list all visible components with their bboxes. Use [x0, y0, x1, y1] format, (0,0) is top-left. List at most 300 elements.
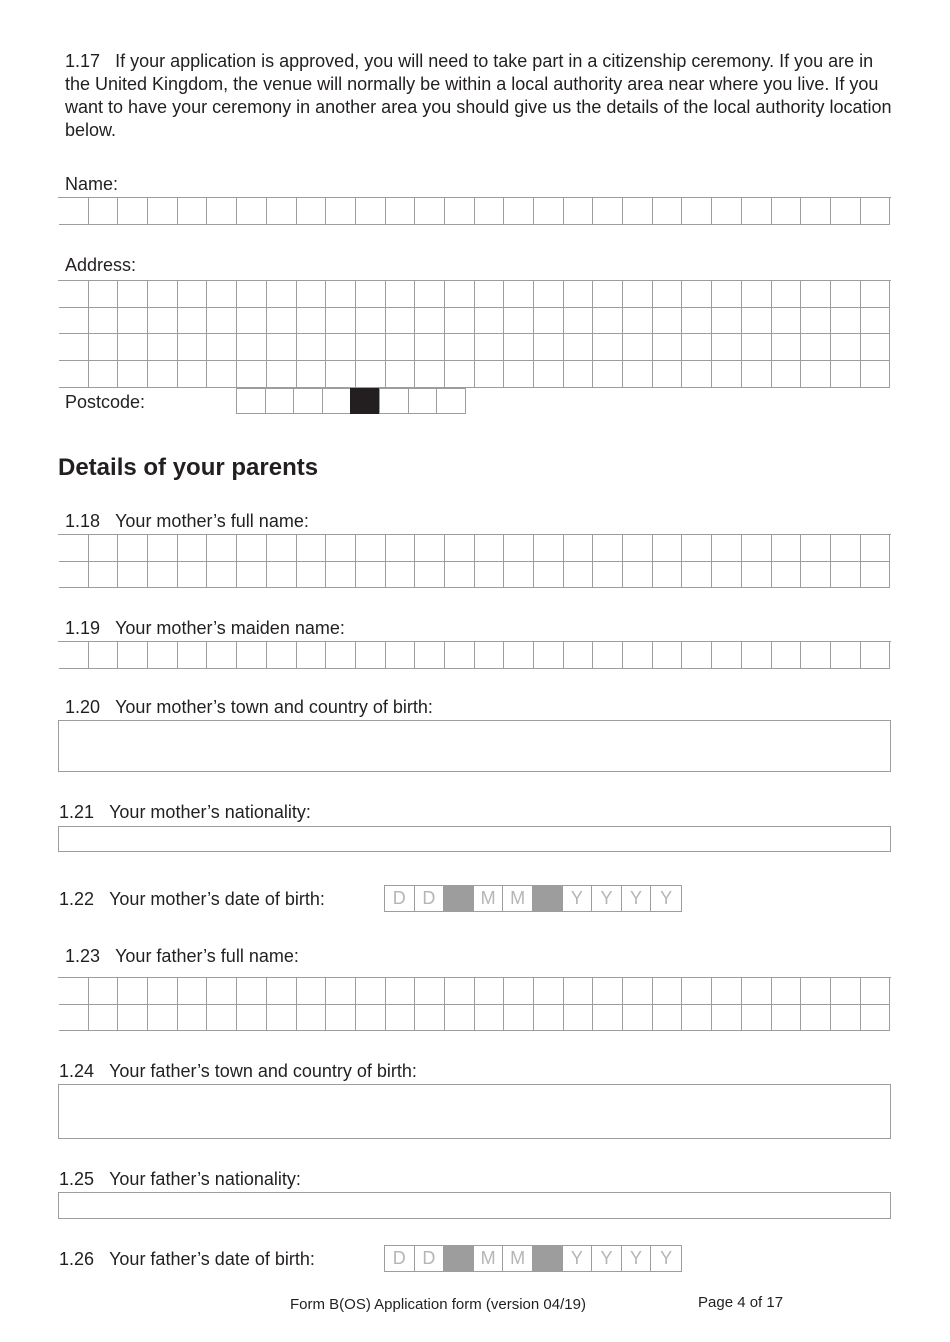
- letter-box[interactable]: [356, 361, 386, 388]
- letter-box[interactable]: [742, 198, 772, 225]
- letter-box[interactable]: [801, 978, 831, 1005]
- letter-box[interactable]: [207, 562, 237, 589]
- letter-box[interactable]: [831, 361, 861, 388]
- letter-box[interactable]: [801, 334, 831, 361]
- letter-box[interactable]: [772, 978, 802, 1005]
- letter-box[interactable]: [386, 562, 416, 589]
- letter-box[interactable]: [772, 198, 802, 225]
- letter-box[interactable]: [861, 198, 891, 225]
- letter-box[interactable]: [593, 1005, 623, 1032]
- letter-box[interactable]: [801, 562, 831, 589]
- letter-box[interactable]: [801, 281, 831, 308]
- letter-box[interactable]: [89, 198, 119, 225]
- letter-box[interactable]: [356, 1005, 386, 1032]
- postcode-box[interactable]: [322, 388, 352, 414]
- letter-box[interactable]: [237, 281, 267, 308]
- letter-box[interactable]: [593, 642, 623, 669]
- letter-box[interactable]: [445, 535, 475, 562]
- ceremony-address-boxes[interactable]: [58, 280, 891, 281]
- letter-box[interactable]: [297, 308, 327, 335]
- letter-box[interactable]: [712, 562, 742, 589]
- letter-box[interactable]: [831, 281, 861, 308]
- letter-box[interactable]: [682, 535, 712, 562]
- letter-box[interactable]: [148, 281, 178, 308]
- letter-box[interactable]: [326, 308, 356, 335]
- letter-box[interactable]: [326, 361, 356, 388]
- letter-box[interactable]: [415, 562, 445, 589]
- letter-box[interactable]: [534, 978, 564, 1005]
- letter-box[interactable]: [831, 1005, 861, 1032]
- letter-box[interactable]: [297, 1005, 327, 1032]
- letter-box[interactable]: [118, 642, 148, 669]
- letter-box[interactable]: [207, 281, 237, 308]
- letter-box[interactable]: [237, 642, 267, 669]
- letter-box[interactable]: [534, 361, 564, 388]
- letter-box[interactable]: [237, 1005, 267, 1032]
- letter-box[interactable]: [682, 198, 712, 225]
- letter-box[interactable]: [386, 334, 416, 361]
- letter-box[interactable]: [356, 308, 386, 335]
- date-digit-box[interactable]: D: [385, 1246, 415, 1271]
- father-nationality-field[interactable]: [58, 1192, 891, 1219]
- letter-box[interactable]: [237, 978, 267, 1005]
- letter-box[interactable]: [415, 642, 445, 669]
- letter-box[interactable]: [593, 198, 623, 225]
- letter-box[interactable]: [445, 281, 475, 308]
- letter-box[interactable]: [772, 1005, 802, 1032]
- letter-box[interactable]: [861, 562, 891, 589]
- letter-box[interactable]: [742, 562, 772, 589]
- letter-box[interactable]: [475, 535, 505, 562]
- letter-box[interactable]: [712, 308, 742, 335]
- letter-box[interactable]: [89, 562, 119, 589]
- letter-box[interactable]: [297, 978, 327, 1005]
- letter-box[interactable]: [831, 642, 861, 669]
- letter-box[interactable]: [89, 642, 119, 669]
- letter-box[interactable]: [861, 1005, 891, 1032]
- letter-box[interactable]: [534, 308, 564, 335]
- letter-box[interactable]: [831, 334, 861, 361]
- letter-box[interactable]: [801, 308, 831, 335]
- letter-box[interactable]: [207, 361, 237, 388]
- letter-box[interactable]: [297, 361, 327, 388]
- letter-box[interactable]: [207, 198, 237, 225]
- letter-box[interactable]: [267, 642, 297, 669]
- letter-box[interactable]: [178, 642, 208, 669]
- letter-box[interactable]: [712, 535, 742, 562]
- letter-box[interactable]: [564, 1005, 594, 1032]
- letter-box[interactable]: [623, 1005, 653, 1032]
- letter-box[interactable]: [653, 281, 683, 308]
- letter-box[interactable]: [831, 562, 861, 589]
- letter-box[interactable]: [593, 334, 623, 361]
- letter-box[interactable]: [148, 334, 178, 361]
- letter-box[interactable]: [237, 308, 267, 335]
- letter-box[interactable]: [267, 281, 297, 308]
- letter-box[interactable]: [682, 334, 712, 361]
- letter-box[interactable]: [831, 978, 861, 1005]
- letter-box[interactable]: [801, 535, 831, 562]
- letter-box[interactable]: [445, 642, 475, 669]
- letter-box[interactable]: [356, 198, 386, 225]
- letter-box[interactable]: [267, 535, 297, 562]
- letter-box[interactable]: [297, 281, 327, 308]
- letter-box[interactable]: [861, 334, 891, 361]
- letter-box[interactable]: [386, 535, 416, 562]
- letter-box[interactable]: [475, 308, 505, 335]
- letter-box[interactable]: [356, 281, 386, 308]
- letter-box[interactable]: [178, 978, 208, 1005]
- letter-box[interactable]: [267, 562, 297, 589]
- letter-box[interactable]: [386, 1005, 416, 1032]
- letter-box[interactable]: [623, 562, 653, 589]
- letter-box[interactable]: [178, 361, 208, 388]
- letter-box[interactable]: [118, 535, 148, 562]
- letter-box[interactable]: [178, 535, 208, 562]
- letter-box[interactable]: [564, 334, 594, 361]
- letter-box[interactable]: [742, 1005, 772, 1032]
- letter-box[interactable]: [207, 978, 237, 1005]
- letter-box[interactable]: [415, 1005, 445, 1032]
- letter-box[interactable]: [356, 334, 386, 361]
- letter-box[interactable]: [653, 642, 683, 669]
- letter-box[interactable]: [801, 642, 831, 669]
- letter-box[interactable]: [148, 1005, 178, 1032]
- letter-box[interactable]: [297, 562, 327, 589]
- letter-box[interactable]: [386, 642, 416, 669]
- letter-box[interactable]: [207, 308, 237, 335]
- letter-box[interactable]: [593, 562, 623, 589]
- letter-box[interactable]: [267, 198, 297, 225]
- letter-box[interactable]: [445, 1005, 475, 1032]
- letter-box[interactable]: [682, 361, 712, 388]
- letter-box[interactable]: [207, 1005, 237, 1032]
- letter-box[interactable]: [534, 198, 564, 225]
- letter-box[interactable]: [653, 1005, 683, 1032]
- ceremony-name-boxes[interactable]: [58, 197, 891, 198]
- date-digit-box[interactable]: M: [474, 1246, 504, 1271]
- father-birthplace-field[interactable]: [58, 1084, 891, 1139]
- date-digit-box[interactable]: M: [474, 886, 504, 911]
- letter-box[interactable]: [148, 535, 178, 562]
- letter-box[interactable]: [593, 978, 623, 1005]
- letter-box[interactable]: [861, 361, 891, 388]
- letter-box[interactable]: [415, 198, 445, 225]
- letter-box[interactable]: [386, 198, 416, 225]
- letter-box[interactable]: [326, 281, 356, 308]
- letter-box[interactable]: [415, 978, 445, 1005]
- letter-box[interactable]: [653, 198, 683, 225]
- letter-box[interactable]: [386, 281, 416, 308]
- date-digit-box[interactable]: Y: [660, 888, 673, 908]
- letter-box[interactable]: [712, 978, 742, 1005]
- letter-box[interactable]: [59, 562, 89, 589]
- letter-box[interactable]: [564, 978, 594, 1005]
- letter-box[interactable]: [742, 308, 772, 335]
- letter-box[interactable]: [445, 308, 475, 335]
- letter-box[interactable]: [801, 198, 831, 225]
- letter-box[interactable]: [742, 978, 772, 1005]
- date-digit-box[interactable]: Y: [592, 886, 622, 911]
- letter-box[interactable]: [475, 642, 505, 669]
- letter-box[interactable]: [89, 361, 119, 388]
- letter-box[interactable]: [148, 562, 178, 589]
- letter-box[interactable]: [682, 308, 712, 335]
- letter-box[interactable]: [623, 978, 653, 1005]
- letter-box[interactable]: [356, 535, 386, 562]
- letter-box[interactable]: [148, 978, 178, 1005]
- letter-box[interactable]: [415, 308, 445, 335]
- letter-box[interactable]: [682, 281, 712, 308]
- letter-box[interactable]: [861, 281, 891, 308]
- letter-box[interactable]: [623, 334, 653, 361]
- letter-box[interactable]: [148, 198, 178, 225]
- letter-box[interactable]: [148, 308, 178, 335]
- letter-box[interactable]: [504, 334, 534, 361]
- letter-box[interactable]: [682, 1005, 712, 1032]
- letter-box[interactable]: [504, 1005, 534, 1032]
- letter-box[interactable]: [475, 1005, 505, 1032]
- letter-box[interactable]: [118, 198, 148, 225]
- letter-box[interactable]: [59, 198, 89, 225]
- mother-nationality-field[interactable]: [58, 826, 891, 852]
- letter-box[interactable]: [504, 642, 534, 669]
- letter-box[interactable]: [297, 535, 327, 562]
- letter-box[interactable]: [445, 562, 475, 589]
- letter-box[interactable]: [504, 562, 534, 589]
- letter-box[interactable]: [178, 562, 208, 589]
- letter-box[interactable]: [831, 198, 861, 225]
- letter-box[interactable]: [564, 361, 594, 388]
- date-digit-box[interactable]: Y: [563, 1246, 593, 1271]
- letter-box[interactable]: [475, 198, 505, 225]
- letter-box[interactable]: [237, 361, 267, 388]
- letter-box[interactable]: [178, 198, 208, 225]
- letter-box[interactable]: [59, 308, 89, 335]
- mother-maiden-name-boxes[interactable]: [58, 641, 891, 642]
- letter-box[interactable]: [534, 642, 564, 669]
- letter-box[interactable]: [89, 1005, 119, 1032]
- letter-box[interactable]: [267, 308, 297, 335]
- letter-box[interactable]: [118, 361, 148, 388]
- letter-box[interactable]: [801, 361, 831, 388]
- letter-box[interactable]: [653, 334, 683, 361]
- letter-box[interactable]: [742, 361, 772, 388]
- date-digit-box[interactable]: Y: [592, 1246, 622, 1271]
- letter-box[interactable]: [207, 535, 237, 562]
- letter-box[interactable]: [207, 334, 237, 361]
- letter-box[interactable]: [653, 361, 683, 388]
- letter-box[interactable]: [593, 361, 623, 388]
- letter-box[interactable]: [682, 562, 712, 589]
- letter-box[interactable]: [504, 308, 534, 335]
- father-dob-boxes[interactable]: [384, 1245, 682, 1272]
- letter-box[interactable]: [415, 281, 445, 308]
- letter-box[interactable]: [564, 642, 594, 669]
- postcode-box[interactable]: [408, 388, 438, 414]
- letter-box[interactable]: [623, 535, 653, 562]
- letter-box[interactable]: [118, 334, 148, 361]
- letter-box[interactable]: [356, 562, 386, 589]
- letter-box[interactable]: [712, 1005, 742, 1032]
- letter-box[interactable]: [564, 198, 594, 225]
- letter-box[interactable]: [89, 334, 119, 361]
- letter-box[interactable]: [623, 308, 653, 335]
- letter-box[interactable]: [564, 535, 594, 562]
- letter-box[interactable]: [742, 281, 772, 308]
- letter-box[interactable]: [504, 361, 534, 388]
- letter-box[interactable]: [178, 334, 208, 361]
- letter-box[interactable]: [712, 334, 742, 361]
- letter-box[interactable]: [772, 642, 802, 669]
- letter-box[interactable]: [534, 334, 564, 361]
- letter-box[interactable]: [504, 281, 534, 308]
- mother-birthplace-field[interactable]: [58, 720, 891, 772]
- letter-box[interactable]: [861, 978, 891, 1005]
- date-digit-box[interactable]: D: [415, 1246, 445, 1271]
- letter-box[interactable]: [356, 978, 386, 1005]
- letter-box[interactable]: [475, 334, 505, 361]
- letter-box[interactable]: [593, 535, 623, 562]
- letter-box[interactable]: [653, 562, 683, 589]
- letter-box[interactable]: [386, 308, 416, 335]
- letter-box[interactable]: [504, 198, 534, 225]
- letter-box[interactable]: [861, 642, 891, 669]
- letter-box[interactable]: [682, 642, 712, 669]
- letter-box[interactable]: [623, 281, 653, 308]
- letter-box[interactable]: [267, 978, 297, 1005]
- letter-box[interactable]: [326, 334, 356, 361]
- letter-box[interactable]: [772, 535, 802, 562]
- letter-box[interactable]: [831, 308, 861, 335]
- letter-box[interactable]: [772, 281, 802, 308]
- letter-box[interactable]: [712, 281, 742, 308]
- letter-box[interactable]: [564, 308, 594, 335]
- letter-box[interactable]: [653, 535, 683, 562]
- letter-box[interactable]: [59, 1005, 89, 1032]
- date-digit-box[interactable]: Y: [622, 886, 652, 911]
- letter-box[interactable]: [534, 562, 564, 589]
- letter-box[interactable]: [534, 1005, 564, 1032]
- letter-box[interactable]: [118, 562, 148, 589]
- letter-box[interactable]: [534, 281, 564, 308]
- letter-box[interactable]: [564, 562, 594, 589]
- date-digit-box[interactable]: Y: [622, 1246, 652, 1271]
- letter-box[interactable]: [207, 642, 237, 669]
- letter-box[interactable]: [89, 308, 119, 335]
- letter-box[interactable]: [148, 361, 178, 388]
- letter-box[interactable]: [475, 978, 505, 1005]
- letter-box[interactable]: [475, 361, 505, 388]
- date-digit-box[interactable]: M: [503, 1246, 533, 1271]
- letter-box[interactable]: [772, 308, 802, 335]
- letter-box[interactable]: [801, 1005, 831, 1032]
- postcode-box[interactable]: [436, 388, 466, 414]
- letter-box[interactable]: [564, 281, 594, 308]
- letter-box[interactable]: [148, 642, 178, 669]
- letter-box[interactable]: [682, 978, 712, 1005]
- letter-box[interactable]: [653, 978, 683, 1005]
- father-full-name-boxes[interactable]: [58, 977, 891, 978]
- letter-box[interactable]: [861, 535, 891, 562]
- letter-box[interactable]: [593, 281, 623, 308]
- letter-box[interactable]: [445, 361, 475, 388]
- letter-box[interactable]: [386, 361, 416, 388]
- letter-box[interactable]: [59, 642, 89, 669]
- letter-box[interactable]: [118, 1005, 148, 1032]
- date-digit-box[interactable]: D: [415, 886, 445, 911]
- letter-box[interactable]: [237, 562, 267, 589]
- letter-box[interactable]: [297, 642, 327, 669]
- postcode-box[interactable]: [236, 388, 266, 414]
- letter-box[interactable]: [326, 535, 356, 562]
- letter-box[interactable]: [415, 334, 445, 361]
- letter-box[interactable]: [861, 308, 891, 335]
- letter-box[interactable]: [831, 535, 861, 562]
- letter-box[interactable]: [178, 1005, 208, 1032]
- letter-box[interactable]: [59, 334, 89, 361]
- letter-box[interactable]: [326, 642, 356, 669]
- letter-box[interactable]: [326, 1005, 356, 1032]
- letter-box[interactable]: [118, 308, 148, 335]
- letter-box[interactable]: [534, 535, 564, 562]
- letter-box[interactable]: [415, 361, 445, 388]
- postcode-box[interactable]: [293, 388, 323, 414]
- letter-box[interactable]: [89, 281, 119, 308]
- letter-box[interactable]: [712, 198, 742, 225]
- postcode-boxes[interactable]: [236, 388, 465, 414]
- postcode-box[interactable]: [379, 388, 409, 414]
- letter-box[interactable]: [326, 978, 356, 1005]
- letter-box[interactable]: [178, 281, 208, 308]
- letter-box[interactable]: [653, 308, 683, 335]
- letter-box[interactable]: [59, 978, 89, 1005]
- letter-box[interactable]: [712, 361, 742, 388]
- letter-box[interactable]: [772, 361, 802, 388]
- letter-box[interactable]: [118, 978, 148, 1005]
- letter-box[interactable]: [712, 642, 742, 669]
- letter-box[interactable]: [326, 562, 356, 589]
- letter-box[interactable]: [89, 535, 119, 562]
- mother-dob-boxes[interactable]: [384, 885, 682, 912]
- letter-box[interactable]: [504, 535, 534, 562]
- date-digit-box[interactable]: Y: [563, 886, 593, 911]
- letter-box[interactable]: [742, 642, 772, 669]
- letter-box[interactable]: [237, 535, 267, 562]
- letter-box[interactable]: [742, 334, 772, 361]
- letter-box[interactable]: [326, 198, 356, 225]
- letter-box[interactable]: [59, 281, 89, 308]
- date-digit-box[interactable]: Y: [660, 1248, 673, 1268]
- letter-box[interactable]: [623, 361, 653, 388]
- letter-box[interactable]: [504, 978, 534, 1005]
- letter-box[interactable]: [89, 978, 119, 1005]
- letter-box[interactable]: [593, 308, 623, 335]
- postcode-box[interactable]: [265, 388, 295, 414]
- letter-box[interactable]: [445, 978, 475, 1005]
- letter-box[interactable]: [178, 308, 208, 335]
- letter-box[interactable]: [356, 642, 386, 669]
- letter-box[interactable]: [267, 1005, 297, 1032]
- letter-box[interactable]: [386, 978, 416, 1005]
- letter-box[interactable]: [445, 198, 475, 225]
- letter-box[interactable]: [475, 562, 505, 589]
- letter-box[interactable]: [59, 361, 89, 388]
- letter-box[interactable]: [772, 562, 802, 589]
- date-digit-box[interactable]: D: [385, 886, 415, 911]
- letter-box[interactable]: [118, 281, 148, 308]
- letter-box[interactable]: [623, 642, 653, 669]
